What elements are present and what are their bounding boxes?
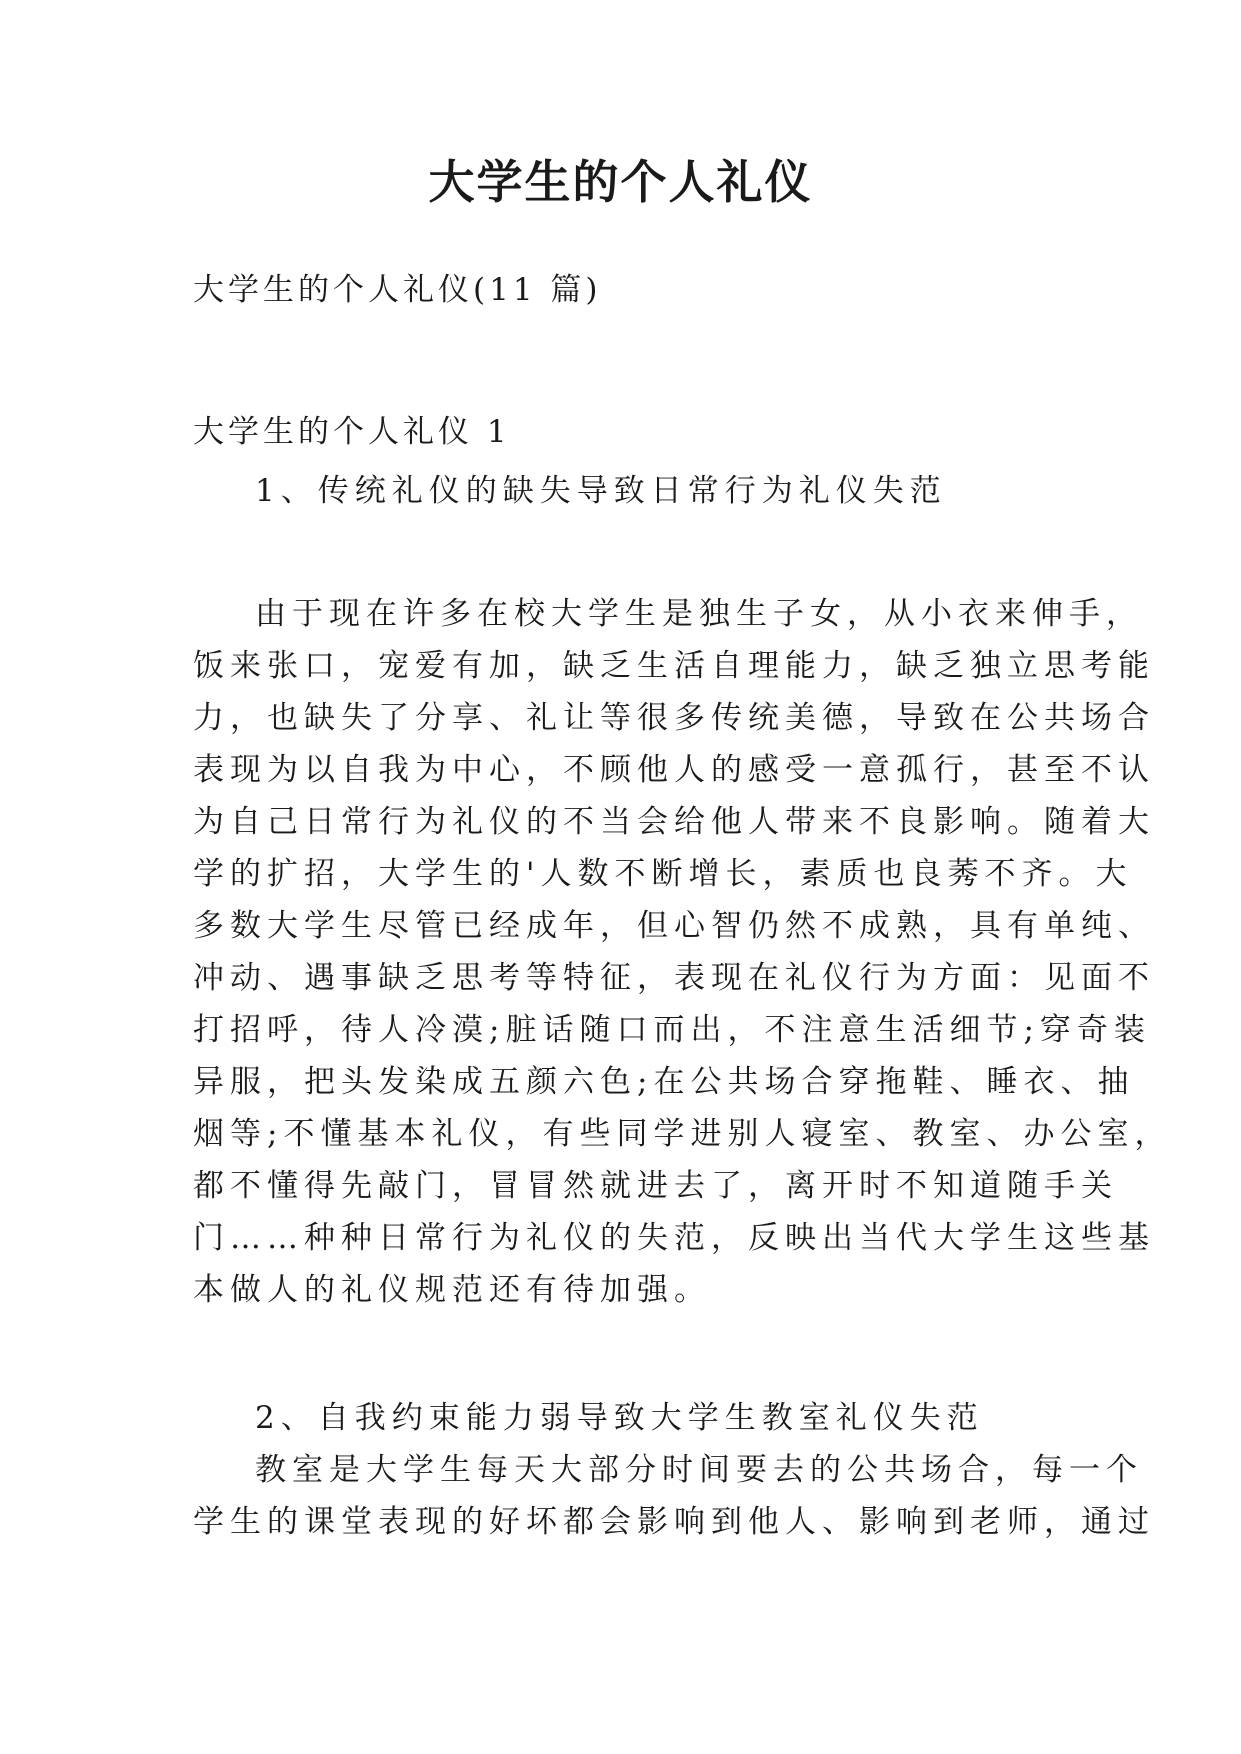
item-2-body-line: 教室是大学生每天大部分时间要去的公共场合，每一个 xyxy=(255,1452,1143,1488)
item-1-body-line: 异服，把头发染成五颜六色;在公共场合穿拖鞋、睡衣、抽 xyxy=(193,1064,1135,1100)
item-1-body-line: 打招呼，待人冷漠;脏话随口而出，不注意生活细节;穿奇装 xyxy=(193,1012,1151,1048)
item-1-body-line: 由于现在许多在校大学生是独生子女，从小衣来伸手， xyxy=(255,596,1143,632)
item-1-body-line: 烟等;不懂基本礼仪，有些同学进别人寝室、教室、办公室， xyxy=(193,1116,1172,1152)
document-subtitle: 大学生的个人礼仪(11 篇) xyxy=(193,272,602,308)
item-1-body-line: 都不懂得先敲门，冒冒然就进去了，离开时不知道随手关 xyxy=(193,1168,1118,1204)
document-title: 大学生的个人礼仪 xyxy=(428,155,813,209)
item-1-body-line: 本做人的礼仪规范还有待加强。 xyxy=(193,1272,711,1308)
item-1-body-line: 饭来张口，宠爱有加，缺乏生活自理能力，缺乏独立思考能 xyxy=(193,648,1155,684)
item-1-body-line: 表现为以自我为中心，不顾他人的感受一意孤行，甚至不认 xyxy=(193,752,1155,788)
item-1-body-line: 为自己日常行为礼仪的不当会给他人带来不良影响。随着大 xyxy=(193,804,1155,840)
item-1-body-line: 学的扩招，大学生的'人数不断增长，素质也良莠不齐。大 xyxy=(193,856,1133,892)
item-2-heading: 2、自我约束能力弱导致大学生教室礼仪失范 xyxy=(255,1400,984,1436)
item-2-body-line: 学生的课堂表现的好坏都会影响到他人、影响到老师，通过 xyxy=(193,1504,1155,1540)
section-heading: 大学生的个人礼仪 1 xyxy=(193,414,511,450)
item-1-body-line: 冲动、遇事缺乏思考等特征，表现在礼仪行为方面：见面不 xyxy=(193,960,1155,996)
item-1-body-line: 多数大学生尽管已经成年，但心智仍然不成熟，具有单纯、 xyxy=(193,908,1155,944)
item-1-body-line: 门……种种日常行为礼仪的失范，反映出当代大学生这些基 xyxy=(193,1220,1155,1256)
item-1-heading: 1、传统礼仪的缺失导致日常行为礼仪失范 xyxy=(255,473,947,509)
item-1-body-line: 力，也缺失了分享、礼让等很多传统美德，导致在公共场合 xyxy=(193,700,1155,736)
